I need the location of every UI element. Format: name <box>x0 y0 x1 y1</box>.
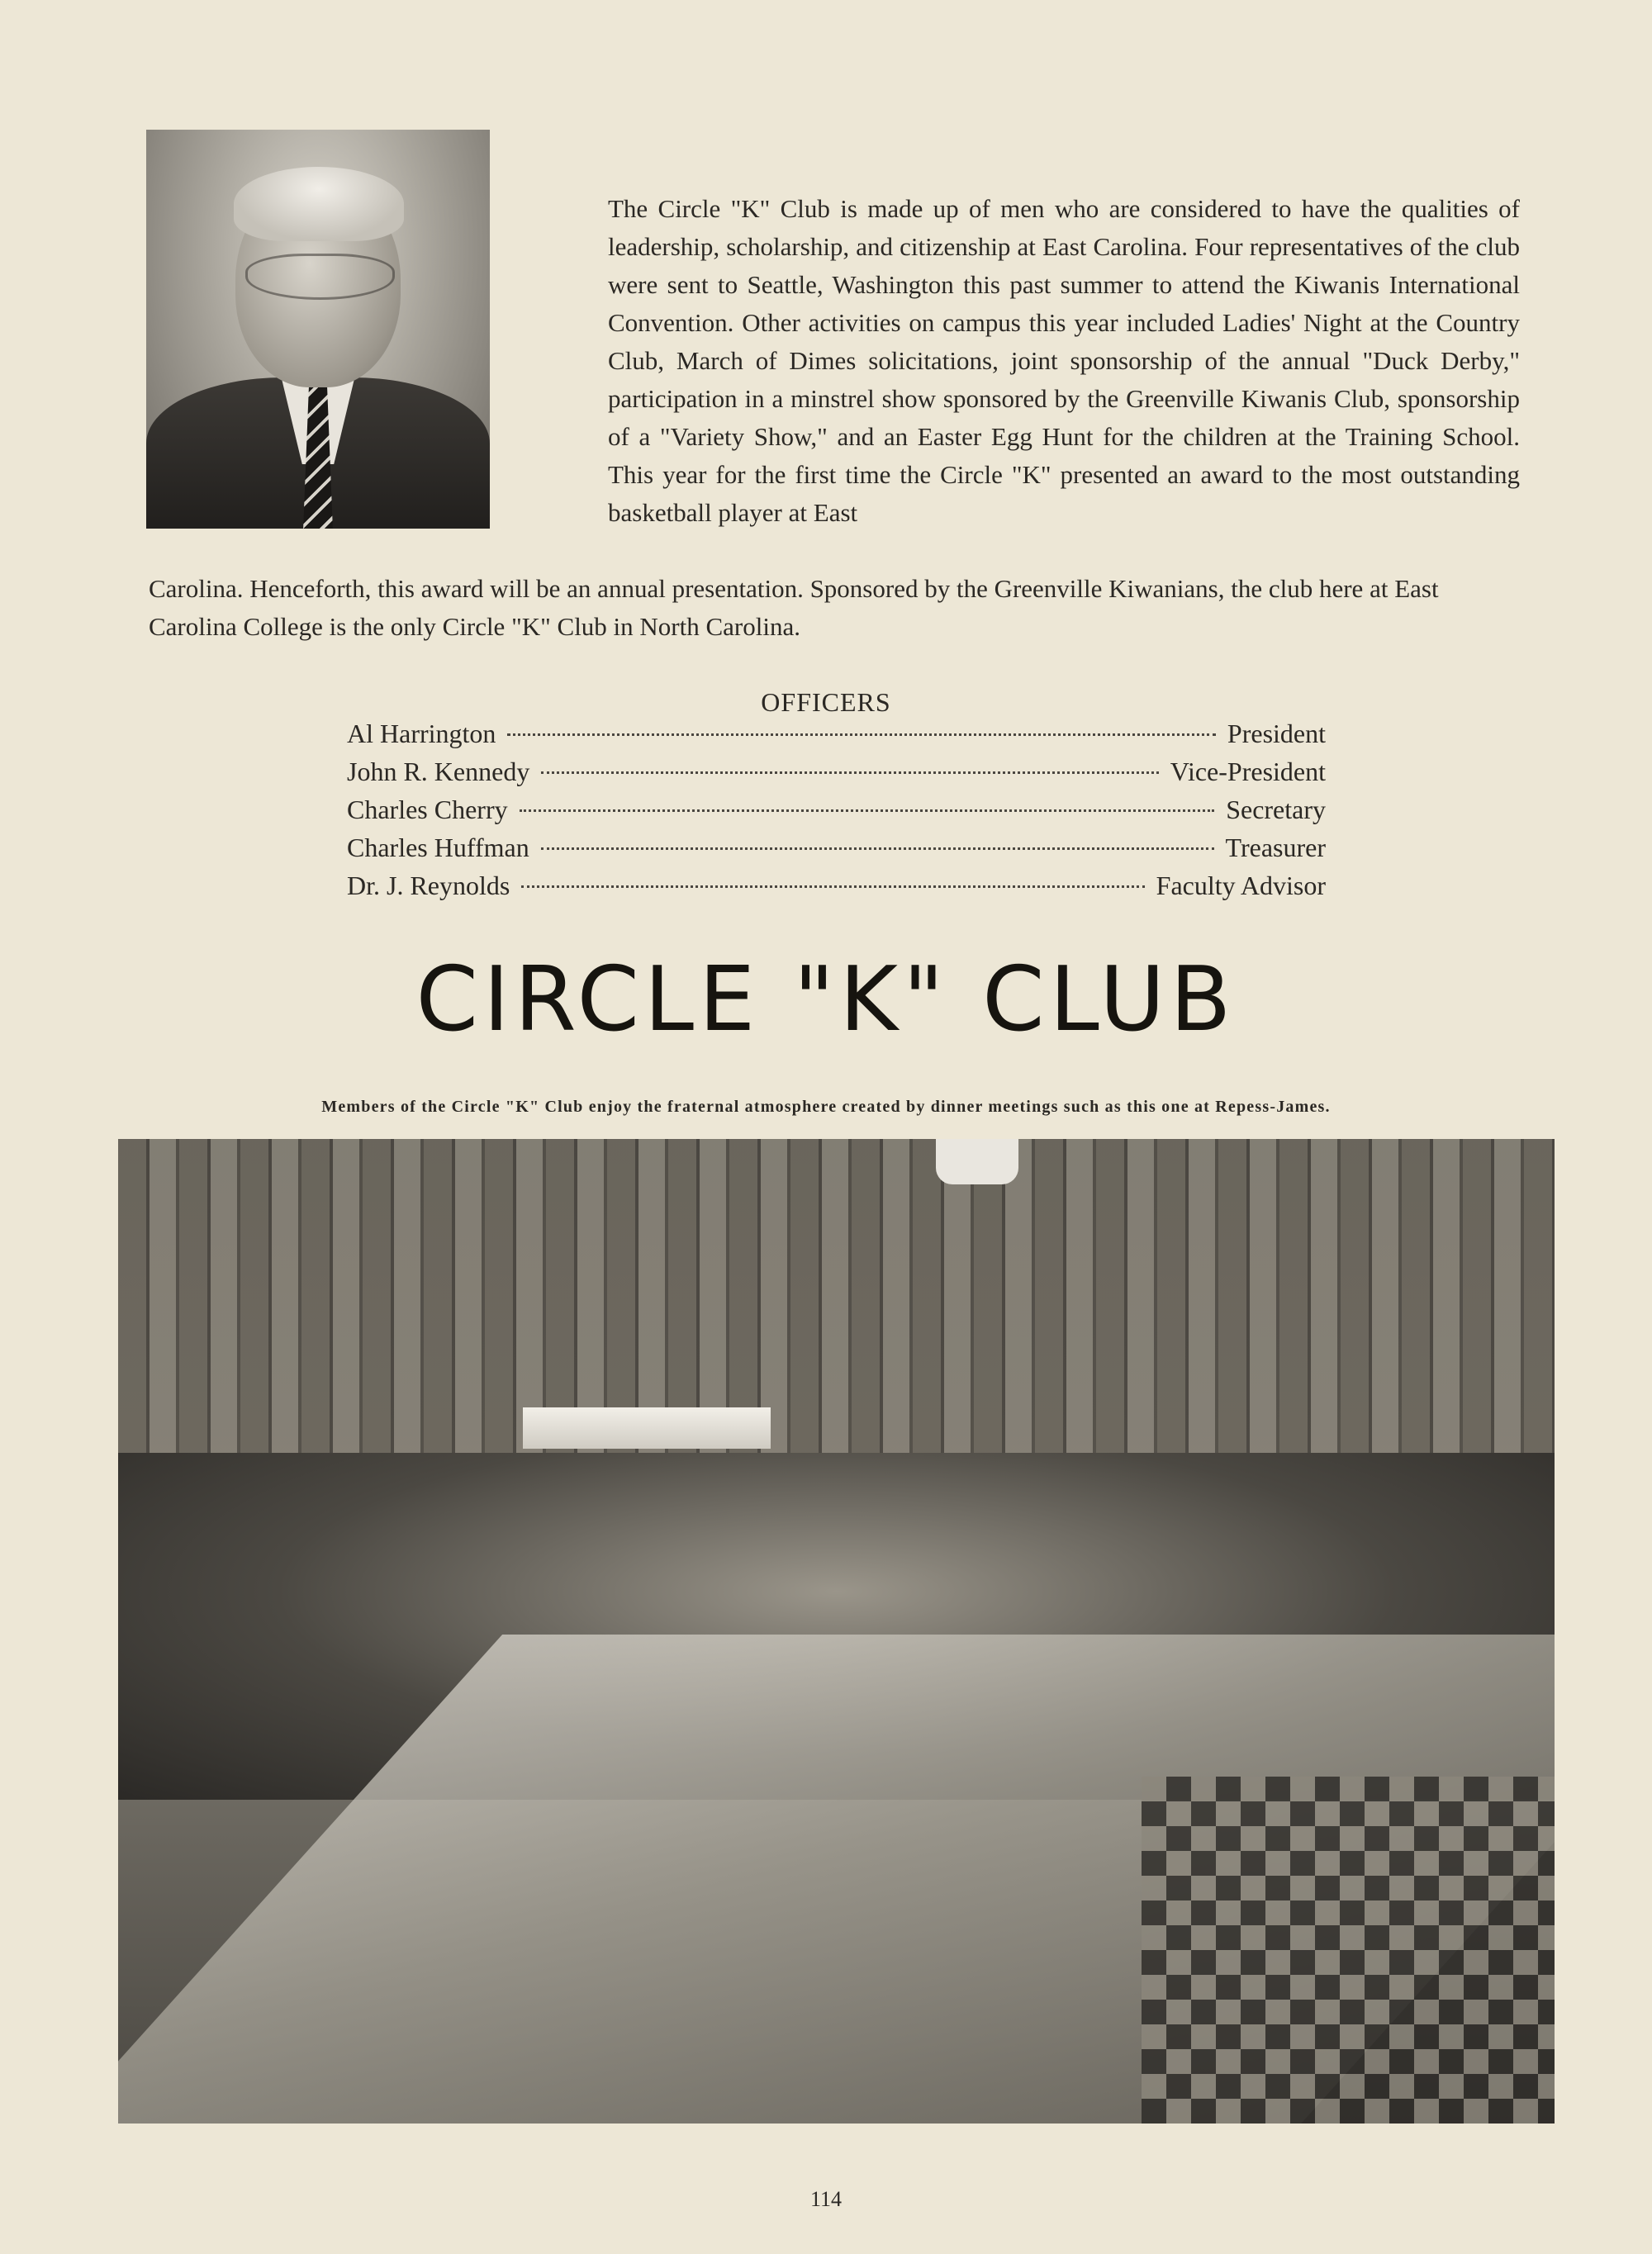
page-number: 114 <box>809 2187 843 2211</box>
leader-dots <box>507 733 1216 736</box>
officer-role: Secretary <box>1226 795 1326 824</box>
officer-row <box>347 871 1326 909</box>
photo-caption: Members of the Circle "K" Club enjoy the fraternal atmosphere created by dinner meetings such as this one at Repess-James. <box>321 1098 1331 1116</box>
portrait-hair <box>234 167 404 241</box>
intro-paragraph-continued: Carolina. Henceforth, this award will be an annual presentation. Sponsored by the Greenville Kiwanians, the club here at East Carolina College is the only Circle "K" Club in North Carolina. <box>149 574 1439 641</box>
club-title: CIRCLE "K" CLUB <box>415 948 1237 1051</box>
officer-role: President <box>1227 719 1326 748</box>
officer-row <box>347 757 1326 795</box>
officers-list <box>347 719 1326 909</box>
officer-name: John R. Kennedy <box>347 757 530 786</box>
officer-row <box>347 719 1326 757</box>
leader-dots <box>541 847 1214 850</box>
officer-role: Vice-President <box>1170 757 1326 786</box>
intro-paragraph: The Circle "K" Club is made up of men who are considered to have the qualities of leadership, scholarship, and citizenship at East Carolina. Four representatives of the club were sent to Seattle, Washington this past summer to attend the Kiwanis International Convention. Other activities on campus this year included Ladies' Night at the Country Club, March of Dimes solicitations, joint sponsorship of the annual "Duck Derby," participation in a minstrel show sponsored by the Greenville Kiwanis Club, sponsorship of a "Variety Show," and an Easter Egg Hunt for the children at the Training School. This year for the first time the Circle "K" presented an award to the most outstanding basketball player at East <box>608 194 1520 527</box>
ceiling-light <box>936 1139 1018 1184</box>
leader-dots <box>520 809 1215 812</box>
officer-row <box>347 795 1326 833</box>
checkered-floor <box>1142 1777 1555 2124</box>
officer-role: Faculty Advisor <box>1156 871 1326 900</box>
officer-name: Charles Cherry <box>347 795 508 824</box>
window <box>523 1407 771 1449</box>
officer-row <box>347 833 1326 871</box>
officer-name: Charles Huffman <box>347 833 529 862</box>
leader-dots <box>521 885 1144 888</box>
dinner-meeting-photo <box>118 1139 1555 2124</box>
officer-role: Treasurer <box>1225 833 1326 862</box>
officers-heading: OFFICERS <box>761 687 891 717</box>
officer-name: Al Harrington <box>347 719 496 748</box>
portrait-glasses <box>245 254 395 300</box>
officer-name: Dr. J. Reynolds <box>347 871 510 900</box>
leader-dots <box>541 771 1158 774</box>
advisor-portrait <box>146 130 490 529</box>
